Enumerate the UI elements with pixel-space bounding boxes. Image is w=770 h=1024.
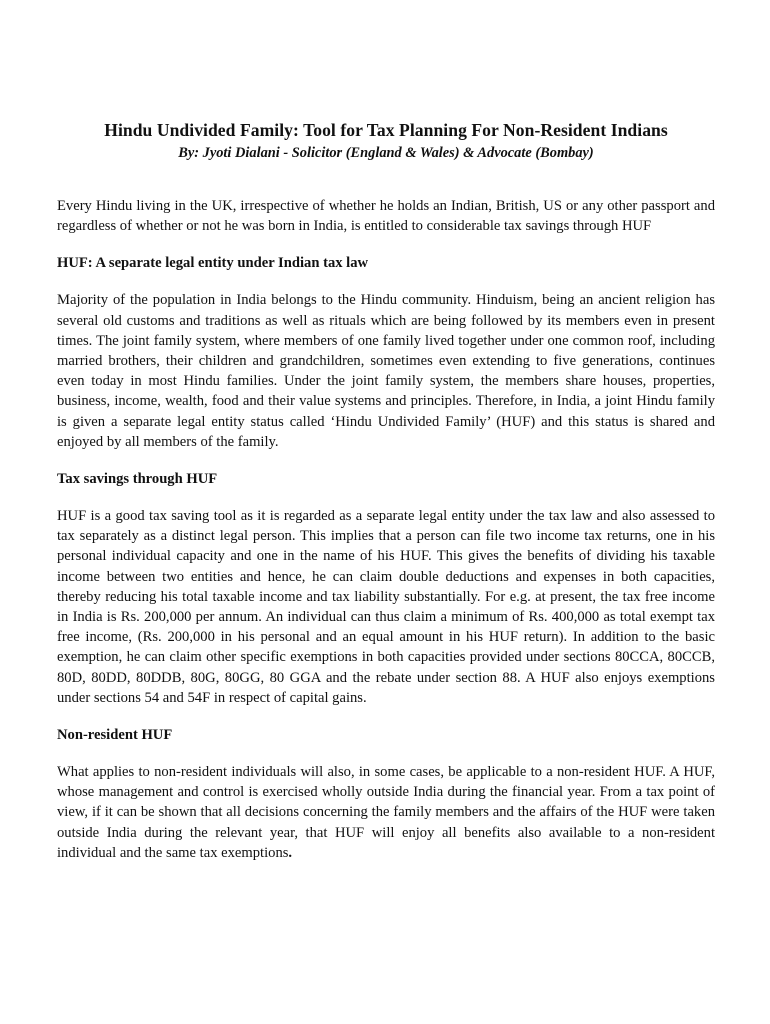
document-byline: By: Jyoti Dialani - Solicitor (England & Wales) & Advocate (Bombay) [178, 145, 594, 161]
section-body-non-resident-text: What applies to non-resident individuals will also, in some cases, be applicable to a non-resident HUF. A HUF, whose management and control is exercised wholly outside India during the financial year. From a tax point of view, if it can be shown that all decisions concerning the family members and the affairs of the HUF were taken outside India during the relevant year, that HUF will enjoy all benefits also available to a non-resident individual and the same tax exemptions [57, 764, 715, 861]
spacer [57, 745, 715, 762]
spacer [57, 164, 715, 196]
spacer [57, 452, 715, 469]
section-body-separate-entity: Majority of the population in India belongs to the Hindu community. Hinduism, being an ancient religion has several old customs and traditions as well as rituals which are being followed by its members even in present times. The joint family system, where members of one family lived together under one common roof, including married brothers, their children and grandchildren, sometimes even extending to five generations, continues even today in most Hindu families. Under the joint family system, the members share houses, properties, business, income, wealth, food and their value systems and principles. Therefore, in India, a joint Hindu family is given a separate legal entity status called ‘Hindu Undivided Family’ (HUF) and this status is shared and enjoyed by all members of the family. [57, 292, 715, 450]
section-body-non-resident [57, 762, 715, 863]
section-heading-separate-entity: HUF: A separate legal entity under Indian tax law [57, 255, 369, 272]
section-heading-non-resident: Non-resident HUF [57, 727, 173, 744]
spacer [57, 273, 715, 290]
section-body-tax-savings: HUF is a good tax saving tool as it is regarded as a separate legal entity under the tax law and also assessed to tax separately as a distinct legal person. This implies that a person can file two income tax returns, one in his personal individual capacity and one in the name of his HUF. This gives the benefits of dividing his taxable income between two entities and hence, he can claim double deductions and expenses in both capacities, thereby reducing his total taxable income and tax liability substantially. For e.g. at present, the tax free income in India is Rs. 200,000 per annum. An individual can thus claim a minimum of Rs. 400,000 as total exempt tax free income, (Rs. 200,000 in his personal and an equal amount in his HUF return). In addition to the basic exemption, he can claim other specific exemptions in both capacities provided under sections 80CCA, 80CCB, 80D, 80DD, 80DDB, 80G, 80GG, 80 GGA and the rebate under section 88. A HUF also enjoys exemptions under sections 54 and 54F in respect of capital gains. [57, 508, 715, 706]
spacer [57, 489, 715, 506]
section-heading-tax-savings: Tax savings through HUF [57, 471, 218, 488]
closing-period: . [288, 844, 293, 861]
document-page [57, 118, 715, 863]
spacer [57, 236, 715, 253]
spacer [57, 708, 715, 725]
document-title: Hindu Undivided Family: Tool for Tax Planning For Non-Resident Indians [104, 120, 668, 140]
intro-paragraph: Every Hindu living in the UK, irrespective of whether he holds an Indian, British, US or any other passport and regardless of whether or not he was born in India, is entitled to considerable tax savings through HUF [57, 198, 715, 235]
